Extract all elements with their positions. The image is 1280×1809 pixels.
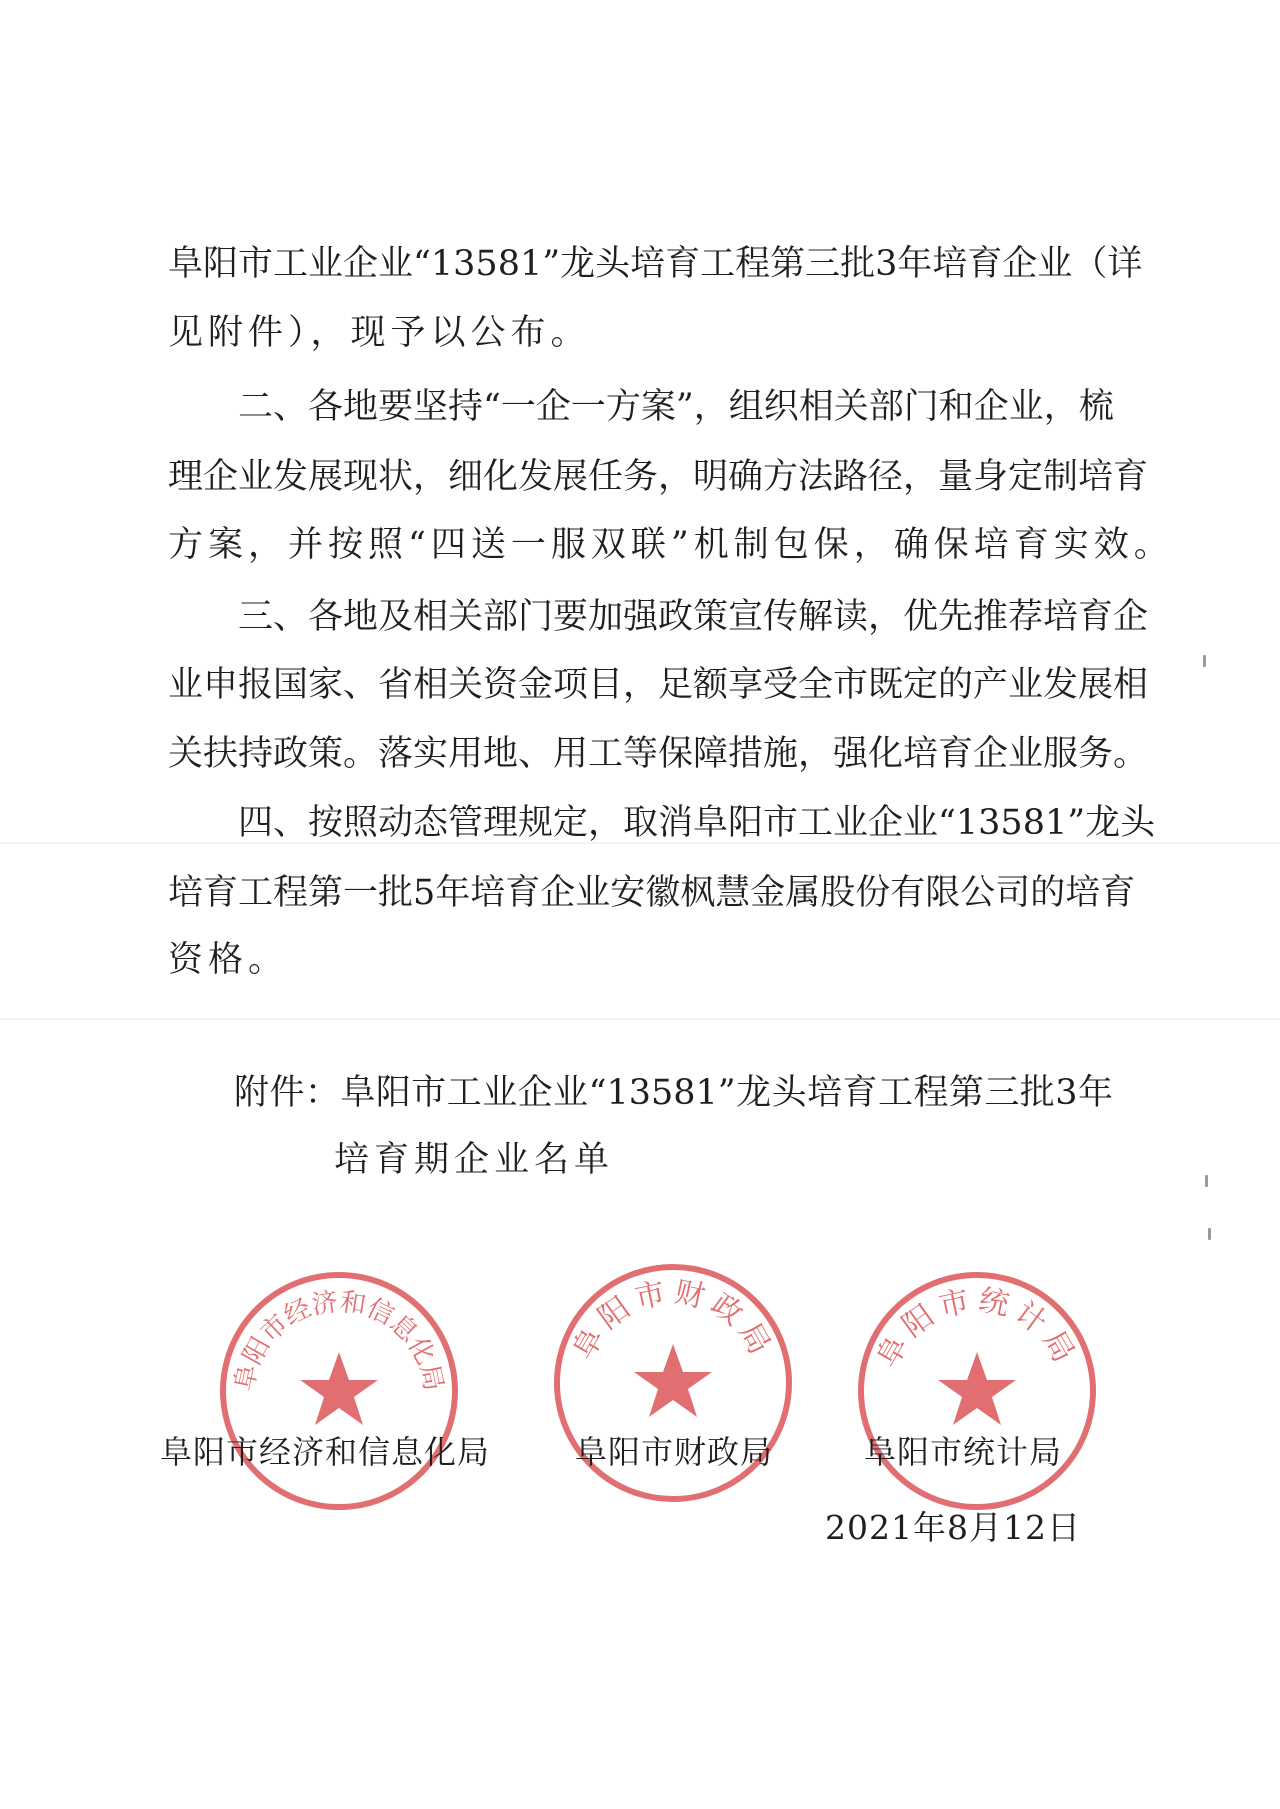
signer-economy-bureau: 阜阳市经济和信息化局 — [160, 1433, 491, 1471]
attachment-label: 附件：阜阳市工业企业“13581”龙头培育工程第三批3年 — [234, 1073, 1113, 1113]
paragraph-3-start: 三、各地及相关部门要加强政策宣传解读，优先推荐培育企 — [238, 597, 1149, 637]
scan-speck — [1208, 1228, 1211, 1240]
seal-3-text: 阜阳市统计局 — [870, 1282, 1084, 1374]
body-line: 培育工程第一批5年培育企业安徽枫慧金属股份有限公司的培育 — [168, 873, 1136, 913]
paragraph-4-start: 四、按照动态管理规定，取消阜阳市工业企业“13581”龙头 — [238, 803, 1156, 843]
paragraph-2-start: 二、各地要坚持“一企一方案”，组织相关部门和企业，梳 — [238, 387, 1114, 427]
body-line: 业申报国家、省相关资金项目，足额享受全市既定的产业发展相 — [168, 665, 1149, 705]
seal-statistics-bureau — [856, 1270, 1098, 1512]
issue-date: 2021年8月12日 — [825, 1508, 1081, 1547]
body-line: 阜阳市工业企业“13581”龙头培育工程第三批3年培育企业（详 — [168, 244, 1143, 284]
scan-speck — [1203, 655, 1206, 667]
signer-finance-bureau: 阜阳市财政局 — [575, 1433, 774, 1471]
attachment-title-cont: 培育期企业名单 — [334, 1140, 615, 1180]
body-line: 关扶持政策。落实用地、用工等保障措施，强化培育企业服务。 — [168, 734, 1149, 774]
seal-2-text: 阜阳市财政局 — [566, 1274, 780, 1366]
body-line: 方案，并按照“四送一服双联”机制包保，确保培育实效。 — [168, 525, 1174, 565]
body-line: 见附件），现予以公布。 — [168, 313, 591, 353]
body-line: 理企业发展现状，细化发展任务，明确方法路径，量身定制培育 — [168, 457, 1149, 497]
seal-1-text: 阜阳市经济和信息化局 — [229, 1287, 449, 1394]
scan-streak — [0, 1018, 1280, 1020]
body-line: 资格。 — [168, 940, 289, 980]
signer-statistics-bureau: 阜阳市统计局 — [864, 1433, 1063, 1471]
seal-economy-bureau — [218, 1270, 460, 1512]
